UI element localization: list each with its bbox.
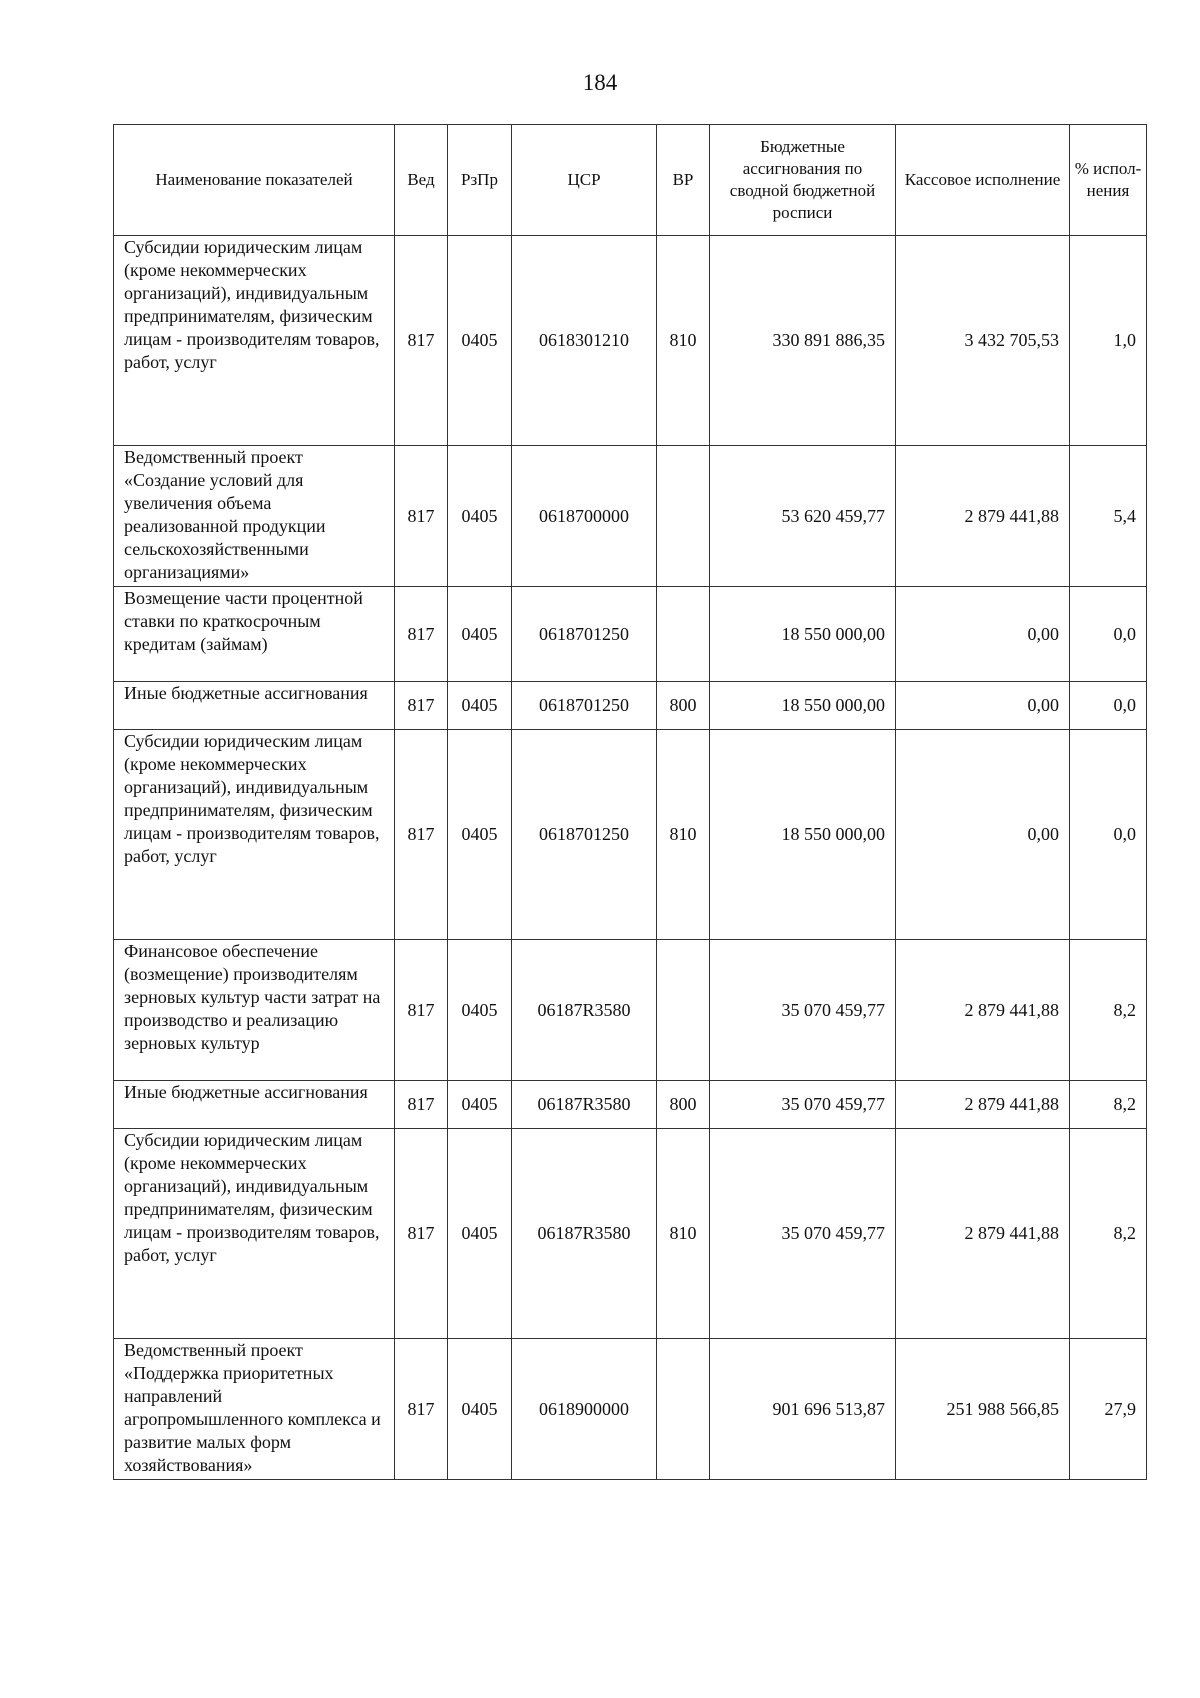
row-cash: 2 879 441,88	[896, 446, 1070, 587]
row-cash: 2 879 441,88	[896, 1081, 1070, 1129]
row-percent: 0,0	[1070, 730, 1147, 940]
row-csr: 06187R3580	[512, 1129, 657, 1339]
row-ved: 817	[395, 236, 448, 446]
row-cash: 0,00	[896, 730, 1070, 940]
table-row	[114, 236, 1147, 446]
row-name: Иные бюджетные ассигнования	[114, 682, 395, 730]
row-percent: 0,0	[1070, 587, 1147, 682]
row-ved: 817	[395, 446, 448, 587]
row-percent: 5,4	[1070, 446, 1147, 587]
row-rzpr: 0405	[448, 682, 512, 730]
row-cash: 251 988 566,85	[896, 1339, 1070, 1480]
row-rzpr: 0405	[448, 1129, 512, 1339]
row-ved: 817	[395, 940, 448, 1081]
header-rzpr: РзПр	[448, 125, 512, 236]
row-cash: 2 879 441,88	[896, 940, 1070, 1081]
header-name: Наименование показателей	[114, 125, 395, 236]
row-vr	[657, 1339, 710, 1480]
row-name: Финансовое обеспечение (возмещение) производителям зерновых культур части затрат на производство и реализацию зерновых культур	[114, 940, 395, 1081]
table-row	[114, 940, 1147, 1081]
row-vr: 810	[657, 730, 710, 940]
row-percent: 8,2	[1070, 940, 1147, 1081]
row-vr: 800	[657, 1081, 710, 1129]
row-percent: 8,2	[1070, 1129, 1147, 1339]
table-row	[114, 587, 1147, 682]
row-cash: 3 432 705,53	[896, 236, 1070, 446]
row-ved: 817	[395, 587, 448, 682]
table-row	[114, 446, 1147, 587]
row-rzpr: 0405	[448, 236, 512, 446]
row-vr: 800	[657, 682, 710, 730]
row-name: Возмещение части процентной ставки по краткосрочным кредитам (займам)	[114, 587, 395, 682]
row-rzpr: 0405	[448, 940, 512, 1081]
row-name: Субсидии юридическим лицам (кроме некоммерческих организаций), индивидуальным предпринимателям, физическим лицам - производителям товаров, работ, услуг	[114, 236, 395, 446]
row-assignments: 18 550 000,00	[710, 730, 896, 940]
row-csr: 0618900000	[512, 1339, 657, 1480]
row-rzpr: 0405	[448, 730, 512, 940]
row-vr: 810	[657, 236, 710, 446]
row-csr: 0618701250	[512, 682, 657, 730]
row-ved: 817	[395, 1339, 448, 1480]
row-assignments: 35 070 459,77	[710, 1081, 896, 1129]
row-percent: 1,0	[1070, 236, 1147, 446]
table-row	[114, 1129, 1147, 1339]
row-assignments: 330 891 886,35	[710, 236, 896, 446]
page-number: 184	[582, 70, 618, 95]
row-rzpr: 0405	[448, 446, 512, 587]
row-cash: 0,00	[896, 587, 1070, 682]
row-vr	[657, 587, 710, 682]
row-cash: 0,00	[896, 682, 1070, 730]
row-ved: 817	[395, 730, 448, 940]
row-name: Иные бюджетные ассигнования	[114, 1081, 395, 1129]
row-percent: 27,9	[1070, 1339, 1147, 1480]
header-cash-execution: Кассовое исполнение	[896, 125, 1070, 236]
table-row	[114, 682, 1147, 730]
header-ved: Вед	[395, 125, 448, 236]
row-name: Субсидии юридическим лицам (кроме некоммерческих организаций), индивидуальным предпринимателям, физическим лицам - производителям товаров, работ, услуг	[114, 1129, 395, 1339]
row-csr: 0618701250	[512, 587, 657, 682]
row-csr: 0618700000	[512, 446, 657, 587]
row-name: Ведомственный проект «Создание условий для увеличения объема реализованной продукции сельскохозяйственными организациями»	[114, 446, 395, 587]
table-row	[114, 1339, 1147, 1480]
row-percent: 8,2	[1070, 1081, 1147, 1129]
row-rzpr: 0405	[448, 1081, 512, 1129]
row-assignments: 35 070 459,77	[710, 940, 896, 1081]
header-vr: ВР	[657, 125, 710, 236]
row-csr: 06187R3580	[512, 1081, 657, 1129]
row-name: Ведомственный проект «Поддержка приоритетных направлений агропромышленного комплекса и развитие малых форм хозяйствования»	[114, 1339, 395, 1480]
table-header-row	[114, 125, 1147, 236]
row-percent: 0,0	[1070, 682, 1147, 730]
row-rzpr: 0405	[448, 1339, 512, 1480]
budget-execution-table	[113, 124, 1147, 1480]
header-assignments: Бюджетные ассигнования по сводной бюджетной росписи	[710, 125, 896, 236]
row-ved: 817	[395, 682, 448, 730]
header-percent: % испол-нения	[1070, 125, 1147, 236]
table-row	[114, 730, 1147, 940]
row-assignments: 35 070 459,77	[710, 1129, 896, 1339]
row-csr: 06187R3580	[512, 940, 657, 1081]
row-vr	[657, 446, 710, 587]
row-vr	[657, 940, 710, 1081]
row-assignments: 53 620 459,77	[710, 446, 896, 587]
row-cash: 2 879 441,88	[896, 1129, 1070, 1339]
row-assignments: 18 550 000,00	[710, 587, 896, 682]
row-csr: 0618301210	[512, 236, 657, 446]
table-row	[114, 1081, 1147, 1129]
row-rzpr: 0405	[448, 587, 512, 682]
row-name: Субсидии юридическим лицам (кроме некоммерческих организаций), индивидуальным предпринимателям, физическим лицам - производителям товаров, работ, услуг	[114, 730, 395, 940]
header-csr: ЦСР	[512, 125, 657, 236]
row-ved: 817	[395, 1129, 448, 1339]
row-assignments: 901 696 513,87	[710, 1339, 896, 1480]
row-vr: 810	[657, 1129, 710, 1339]
row-csr: 0618701250	[512, 730, 657, 940]
row-ved: 817	[395, 1081, 448, 1129]
row-assignments: 18 550 000,00	[710, 682, 896, 730]
